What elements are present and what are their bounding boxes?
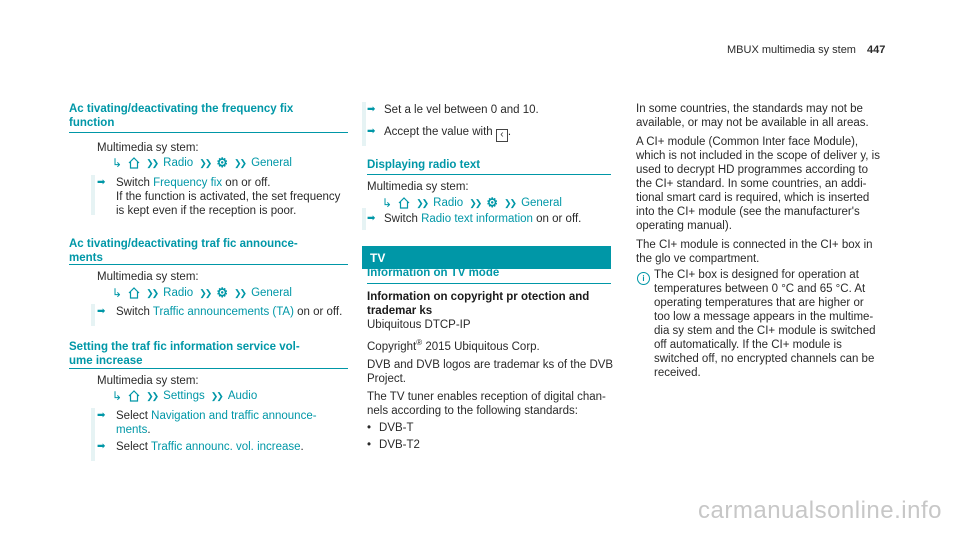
header-title: MBUX multimedia sy stem [727, 44, 856, 56]
chevron-icon: ❯❯ [233, 287, 246, 298]
path-audio: Audio [227, 390, 258, 402]
section-rule [367, 283, 611, 284]
list-item: • DVB-T2 [367, 438, 420, 451]
home-icon [128, 287, 140, 299]
step-arrow-icon: ➡ [367, 104, 376, 115]
step-bar [91, 175, 95, 215]
path-radio: Radio [163, 287, 194, 299]
ms-label: Multimedia sy stem: [97, 375, 199, 387]
step-set-level: Set a le vel between 0 and 10. [384, 104, 539, 116]
tv-info-body: Information on copyright pr otection and trademar ks Ubiquitous DTCP-IP Copyright® 2015 Ubiquitous Corp. DVB and DVB logos are trademar ks of the DVB Project. The TV tuner enables reception of digital chan- nels according to the following standards: • DVB-T • DVB-T2 [367, 290, 617, 452]
chevron-icon: ❯❯ [416, 197, 428, 208]
step-bar [91, 408, 95, 440]
list-item: • DVB-T [367, 421, 414, 434]
chevron-icon: ❯❯ [199, 157, 211, 168]
step-accept-value: Accept the value with ‹ . [384, 126, 512, 140]
section-rule [367, 174, 611, 175]
chevron-icon: ❯❯ [146, 287, 158, 298]
path-radio: Radio [433, 197, 464, 209]
step-bar [362, 208, 366, 230]
settings-icon: ⚙ [216, 285, 228, 300]
step-arrow-icon: ➡ [97, 410, 106, 421]
watermark: carmanualsonline.info [698, 497, 942, 524]
settings-icon: ⚙ [216, 155, 228, 170]
home-icon [128, 157, 140, 169]
chapter-band-tv: TV [362, 246, 611, 269]
back-icon: ‹ [496, 129, 508, 142]
step-bar [362, 124, 366, 146]
step-arrow-icon: ➡ [367, 126, 376, 137]
chevron-icon: ❯❯ [146, 390, 158, 401]
ms-label: Multimedia sy stem: [367, 181, 469, 193]
chevron-icon: ❯❯ [469, 197, 481, 208]
path-settings: Settings [163, 390, 205, 402]
home-icon [128, 390, 140, 402]
menu-path [112, 389, 257, 403]
step-arrow-icon: ➡ [97, 441, 106, 452]
step-traffic-announcements: Switch Traffic announcements (TA) on or off. [116, 306, 343, 318]
step-select-navigation: Select Navigation and traffic announce- ments. [116, 410, 317, 436]
return-arrow-icon: ↳ [382, 196, 393, 210]
return-arrow-icon: ↳ [112, 156, 123, 170]
page-number: 447 [867, 44, 886, 56]
menu-path [112, 285, 292, 301]
section-title-tv-mode: Information on TV mode [367, 267, 500, 279]
step-arrow-icon: ➡ [97, 306, 106, 317]
ms-label: Multimedia sy stem: [97, 271, 199, 283]
home-icon [398, 197, 410, 209]
step-bar [362, 102, 366, 124]
section-rule [69, 132, 348, 133]
chevron-icon: ❯❯ [146, 157, 158, 168]
running-header [727, 44, 885, 56]
path-general: General [251, 287, 292, 299]
step-arrow-icon: ➡ [367, 213, 376, 224]
step-radio-text: Switch Radio text information on or off. [384, 213, 582, 225]
return-arrow-icon: ↳ [112, 286, 123, 300]
ci-module-text: In some countries, the standards may not be available, or may not be available in all areas. A CI+ module (Common Inter face Module), which is not included in the scope of deliver y, is used to decrypt HD programmes according to the CI+ standard. In some countries, an addi- tional smart card is required, which is inserted into the CI+ module (see the manufacturer's operating manual). The CI+ module is connected in the CI+ box in the glo ve compartment. [636, 103, 880, 265]
step-arrow-icon: ➡ [97, 177, 106, 188]
menu-path [382, 195, 562, 211]
menu-path [112, 155, 292, 171]
chevron-icon: ❯❯ [199, 287, 211, 298]
return-arrow-icon: ↳ [112, 389, 123, 403]
step-bar [91, 304, 95, 326]
section-title-frequency-fix: Ac tivating/deactivating the frequency fix function [69, 103, 294, 129]
chevron-icon: ❯❯ [503, 197, 516, 208]
path-general: General [251, 157, 292, 169]
settings-icon: ⚙ [486, 195, 498, 210]
section-rule [69, 368, 348, 369]
ci-note: The CI+ box is designed for operation at temperatures between 0 °C and 65 °C. At operating temperatures that are higher or too low a message appears in the multime- dia sy stem and the CI+ module is switched off automatically. If the CI+ module is switched off, no encrypted channels can be received. [654, 269, 876, 379]
standards-list [367, 421, 617, 452]
copyright-line: Copyright® 2015 Ubiquitous Corp. [367, 338, 540, 353]
step-select-traffic-vol: Select Traffic announc. vol. increase. [116, 441, 304, 453]
section-rule [69, 264, 348, 265]
chevron-icon: ❯❯ [233, 157, 246, 168]
step-frequency-fix: Switch Frequency fix on or off. If the function is activated, the set frequency is kept even if the reception is poor. [116, 177, 341, 217]
info-icon: i [637, 272, 650, 285]
path-radio: Radio [163, 157, 194, 169]
section-title-traffic-announcements: Ac tivating/deactivating traf fic announce- ments [69, 238, 298, 264]
chevron-icon: ❯❯ [210, 390, 222, 401]
ms-label: Multimedia sy stem: [97, 142, 199, 154]
step-bar [91, 439, 95, 461]
path-general: General [521, 197, 562, 209]
section-title-volume-increase: Setting the traf fic information service vol- ume increase [69, 341, 300, 367]
section-title-radio-text: Displaying radio text [367, 159, 481, 171]
